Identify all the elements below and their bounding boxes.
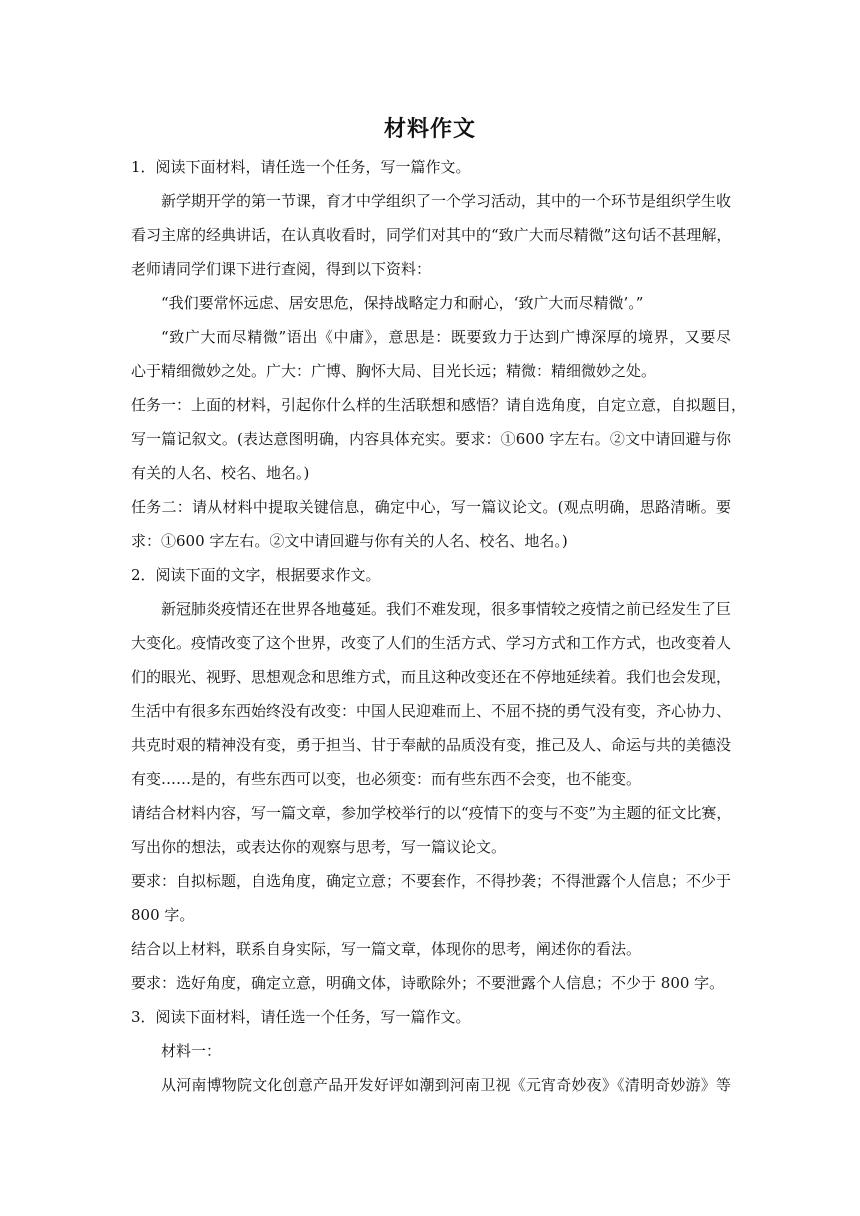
- text-line: 结合以上材料，联系自身实际，写一篇文章，体现你的思考，阐述你的看法。: [131, 940, 642, 958]
- text-line: 心于精细微妙之处。广大：广博、胸怀大局、目光长远；精微：精细微妙之处。: [131, 362, 657, 380]
- text-line: 写一篇记叙文。(表达意图明确，内容具体充实。要求：①600 字左右。②文中请回避与你: [131, 430, 731, 448]
- text-line: “致广大而尽精微”语出《中庸》，意思是：既要致力于达到广博深厚的境界，又要尽: [161, 328, 731, 346]
- text-line: 要求：自拟标题，自选角度，确定立意；不要套作，不得抄袭；不得泄露个人信息；不少于: [131, 872, 732, 890]
- text-line: 800 字。: [131, 906, 195, 924]
- text-line: “我们要常怀远虑、居安思危，保持战略定力和耐心，‘致广大而尽精微’。”: [161, 294, 644, 312]
- text-line: 新学期开学的第一节课，育才中学组织了一个学习活动，其中的一个环节是组织学生收: [161, 192, 732, 210]
- text-line: 有关的人名、校名、地名。): [131, 464, 310, 482]
- text-line: 要求：选好角度，确定立意，明确文体，诗歌除外；不要泄露个人信息；不少于 800 字。: [131, 974, 725, 992]
- text-line: 共克时艰的精神没有变，勇于担当、甘于奉献的品质没有变，推己及人、命运与共的美德没: [131, 736, 732, 754]
- text-line: 大变化。疫情改变了这个世界，改变了人们的生活方式、学习方式和工作方式，也改变着人: [131, 634, 732, 652]
- text-line: 生活中有很多东西始终没有改变：中国人民迎难而上、不屈不挠的勇气没有变，齐心协力、: [131, 702, 732, 720]
- text-line: 材料一：: [161, 1042, 222, 1060]
- text-line: 任务二：请从材料中提取关键信息，确定中心，写一篇议论文。(观点明确，思路清晰。要: [131, 498, 731, 516]
- text-line: 看习主席的经典讲话，在认真收看时，同学们对其中的“致广大而尽精微”这句话不甚理解，: [131, 226, 732, 244]
- text-line: 新冠肺炎疫情还在世界各地蔓延。我们不难发现，很多事情较之疫情之前已经发生了巨: [161, 600, 732, 618]
- text-line: 老师请同学们课下进行查阅，得到以下资料：: [131, 260, 432, 278]
- text-line: 请结合材料内容，写一篇文章，参加学校举行的以“疫情下的变与不变”为主题的征文比赛，: [131, 804, 732, 822]
- text-line: 有变……是的，有些东西可以变，也必须变：而有些东西不会变，也不能变。: [131, 770, 642, 788]
- text-line: 写出你的想法，或表达你的观察与思考，写一篇议论文。: [131, 838, 507, 856]
- page-title: 材料作文: [383, 116, 476, 142]
- text-line: 求：①600 字左右。②文中请回避与你有关的人名、校名、地名。): [131, 532, 568, 550]
- text-line: 们的眼光、视野、思想观念和思维方式，而且这种改变还在不停地延续着。我们也会发现，: [131, 668, 732, 686]
- text-line: 任务一：上面的材料，引起你什么样的生活联想和感悟？请自选角度，自定立意，自拟题目，: [131, 396, 747, 414]
- text-line: 2．阅读下面的文字，根据要求作文。: [131, 566, 381, 584]
- text-line: 1．阅读下面材料，请任选一个任务，写一篇作文。: [131, 158, 471, 176]
- text-line: 3．阅读下面材料，请任选一个任务，写一篇作文。: [131, 1008, 471, 1026]
- text-line: 从河南博物院文化创意产品开发好评如潮到河南卫视《元宵奇妙夜》《清明奇妙游》等: [161, 1076, 731, 1094]
